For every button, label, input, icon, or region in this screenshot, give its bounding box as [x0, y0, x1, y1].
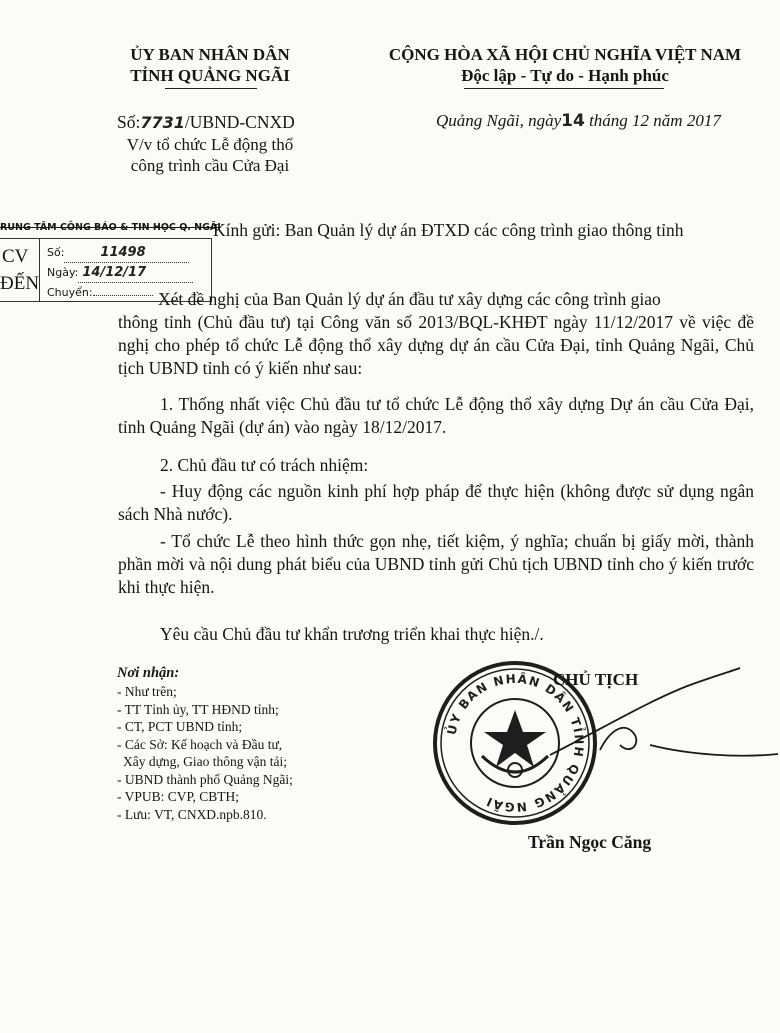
authority-underline: [165, 88, 257, 89]
stamp-center-name: RUNG TÂM CÔNG BÁO & TIN HỌC Q. NGÃI: [0, 222, 221, 233]
national-heading: [355, 44, 775, 86]
place-date-prefix: Quảng Ngãi, ngày: [436, 111, 562, 130]
signature-title: CHỦ TỊCH: [553, 670, 639, 689]
authority-line-2: TỈNH QUẢNG NGÃI: [130, 66, 290, 85]
authority-line-1: ỦY BAN NHÂN DÂN: [130, 45, 290, 64]
item-1: 1. Thống nhất việc Chủ đầu tư tổ chức Lễ động thổ xây dựng Dự án cầu Cửa Đại, tỉnh Quảng Ngãi (dự án) vào ngày 18/12/2017.: [118, 394, 754, 437]
item-2b: - Tổ chức Lễ theo hình thức gọn nhẹ, tiết kiệm, ý nghĩa; chuẩn bị giấy mời, thành phần mời và nội dung phát biểu của UBND tỉnh gửi Chủ tịch UBND tỉnh cho ý kiến trước khi thực hiện.: [118, 531, 754, 597]
number-suffix: /UBND-CNXD: [184, 112, 295, 132]
recipients-list: [117, 664, 377, 823]
stamp-cv-label: CV: [2, 246, 29, 267]
recipient-item: - Lưu: VT, CNXD.npb.810.: [117, 806, 267, 822]
country-name: CỘNG HÒA XÃ HỘI CHỦ NGHĨA VIỆT NAM: [388, 45, 742, 64]
place-date-suffix: tháng 12 năm 2017: [589, 111, 721, 130]
recipient-item: - Các Sở: Kế hoạch và Đầu tư,: [117, 736, 283, 752]
seal-ring-text: ỦY BAN NHÂN DÂN TỈNH QUẢNG NGÃI: [444, 671, 587, 815]
recipient-item: - VPUB: CVP, CBTH;: [117, 789, 240, 804]
stamp-ngay-value: 14/12/17: [82, 265, 147, 280]
recipient-item: Xây dựng, Giao thông vận tải;: [123, 754, 288, 769]
authority-name: [95, 44, 325, 86]
document-number: [117, 111, 337, 134]
stamp-so-value: 11498: [100, 245, 146, 260]
intro-lead: Xét đề nghị của Ban Quản lý dự án đầu tư xây dựng các công trình giao: [158, 289, 661, 309]
closing-line: Yêu cầu Chủ đầu tư khẩn trương triển khai thực hiện./.: [160, 624, 544, 644]
recipient-item: - TT Tỉnh ủy, TT HĐND tỉnh;: [117, 701, 279, 717]
recipients-title: Nơi nhận:: [117, 665, 180, 681]
motto: Độc lập - Tự do - Hạnh phúc: [461, 66, 669, 85]
recipient-item: - Như trên;: [117, 684, 177, 699]
stamp-den-label: ĐẾN: [0, 273, 40, 294]
intro-rest: thông tỉnh (Chủ đầu tư) tại Công văn số 2013/BQL-KHĐT ngày 11/12/2017 về việc đề nghị cho phép tổ chức Lễ động thổ xây dựng dự án cầu Cửa Đại, tỉnh Quảng Ngãi, Chủ tịch UBND tỉnh có ý kiến như sau:: [118, 312, 754, 378]
recipient-item: - CT, PCT UBND tỉnh;: [117, 719, 243, 734]
subject-line-2: công trình cầu Cửa Đại: [130, 156, 290, 175]
document-subject: [95, 134, 325, 176]
recipient-item: - UBND thành phố Quảng Ngãi;: [117, 771, 293, 787]
place-date: [436, 111, 721, 131]
subject-line-1: V/v tổ chức Lễ động thổ: [126, 135, 294, 154]
number-prefix: Số:: [117, 112, 141, 132]
item-2a: - Huy động các nguồn kinh phí hợp pháp để thực hiện (không được sử dụng ngân sách Nhà nước).: [118, 481, 754, 524]
recipient-line: Kính gửi: Ban Quản lý dự án ĐTXD các công trình giao thông tỉnh: [213, 220, 684, 240]
signer-name: Trần Ngọc Căng: [528, 832, 652, 852]
day-handwritten: 14: [561, 111, 585, 131]
number-handwritten: 7731: [140, 113, 185, 132]
motto-underline: [464, 88, 664, 89]
item-2: 2. Chủ đầu tư có trách nhiệm:: [160, 455, 369, 475]
stamp-ngay-label: Ngày:: [47, 266, 79, 279]
stamp-chuyen-label: Chuyển:: [47, 286, 93, 299]
stamp-so-label: Số:: [47, 246, 65, 259]
stamp-label-box: [0, 239, 40, 301]
